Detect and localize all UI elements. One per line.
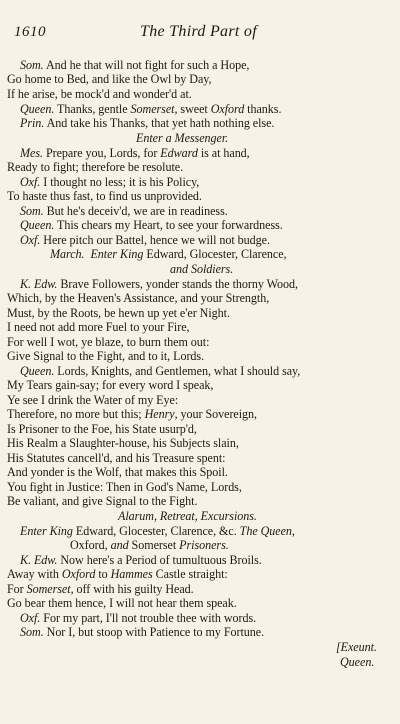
roman-text: But he's deceiv'd, we are in readiness. bbox=[43, 204, 228, 218]
text-line bbox=[20, 205, 228, 217]
text-line bbox=[70, 539, 229, 551]
text-line bbox=[7, 597, 237, 609]
text-line bbox=[20, 365, 300, 377]
italic-text: Queen. bbox=[340, 655, 375, 669]
italic-text: K. Edw. bbox=[20, 277, 58, 291]
italic-text: Henry bbox=[144, 407, 175, 421]
roman-text: Therefore, no more but this; bbox=[7, 407, 145, 421]
text-line bbox=[7, 307, 230, 319]
text-line bbox=[7, 495, 197, 507]
text-line bbox=[20, 103, 281, 115]
italic-text: Somerset bbox=[130, 102, 175, 116]
text-line bbox=[20, 59, 249, 71]
text-line bbox=[7, 408, 257, 420]
text-line bbox=[7, 88, 192, 100]
text-line bbox=[20, 525, 295, 537]
page-number: 1610 bbox=[14, 24, 46, 40]
roman-text: My Tears gain-say; for every word I speak, bbox=[7, 378, 214, 392]
text-line bbox=[7, 466, 228, 478]
text-line bbox=[7, 452, 226, 464]
text-line bbox=[20, 278, 298, 290]
roman-text: Which, by the Heaven's Assistance, and your Strength, bbox=[7, 291, 270, 305]
italic-text: Som. bbox=[20, 625, 44, 639]
text-line bbox=[7, 568, 228, 580]
italic-text: Prin. bbox=[20, 116, 45, 130]
roman-text: Ye see I drink the Water of my Eye: bbox=[7, 393, 179, 407]
roman-text: His Realm a Slaughter-house, his Subjects slain, bbox=[7, 436, 239, 450]
italic-text: Enter a Messenger. bbox=[136, 131, 229, 145]
text-line bbox=[7, 161, 183, 173]
text-line bbox=[20, 176, 199, 188]
roman-text: Now here's a Period of tumultuous Broils. bbox=[57, 553, 262, 567]
roman-text: Somerset bbox=[128, 538, 180, 552]
roman-text: This chears my Heart, to see your forwardness. bbox=[54, 218, 283, 232]
italic-text: Prisoners. bbox=[179, 538, 229, 552]
text-line bbox=[50, 248, 287, 260]
text-line bbox=[20, 219, 283, 231]
text-line bbox=[7, 73, 211, 85]
roman-text: is at hand, bbox=[197, 146, 250, 160]
roman-text: And yonder is the Wolf, that makes this Spoil. bbox=[7, 465, 228, 479]
roman-text: to bbox=[95, 567, 111, 581]
italic-text: Oxf. bbox=[20, 233, 41, 247]
italic-text: Alarum, Retreat, Excursions. bbox=[118, 509, 257, 523]
roman-text: Away with bbox=[7, 567, 62, 581]
roman-text: Lords, Knights, and Gentlemen, what I should say, bbox=[54, 364, 301, 378]
italic-text: Hammes bbox=[110, 567, 153, 581]
roman-text: Be valiant, and give Signal to the Fight. bbox=[7, 494, 198, 508]
italic-text: Queen. bbox=[20, 364, 55, 378]
roman-text: If he arise, be mock'd and wonder'd at. bbox=[7, 87, 192, 101]
text-line bbox=[7, 583, 194, 595]
italic-text: Somerset bbox=[26, 582, 71, 596]
italic-text: Enter King bbox=[20, 524, 73, 538]
italic-text: Edward bbox=[160, 146, 198, 160]
text-line bbox=[7, 350, 204, 362]
roman-text: For bbox=[7, 582, 27, 596]
roman-text: Give Signal to the Fight, and to it, Lords. bbox=[7, 349, 205, 363]
roman-text: His Statutes cancell'd, and his Treasure spent: bbox=[7, 451, 226, 465]
italic-text: [Exeunt. bbox=[336, 640, 377, 654]
roman-text: You fight in Justice: Then in God's Name, Lords, bbox=[7, 480, 242, 494]
text-line bbox=[170, 263, 233, 275]
italic-text: Oxf. bbox=[20, 611, 41, 625]
text-line bbox=[336, 641, 377, 653]
italic-text: and Soldiers. bbox=[170, 262, 234, 276]
roman-text: Edward, Glocester, Clarence, bbox=[143, 247, 287, 261]
text-line bbox=[20, 626, 264, 638]
text-line bbox=[7, 379, 213, 391]
text-line bbox=[118, 510, 257, 522]
roman-text: Prepare you, Lords, for bbox=[42, 146, 161, 160]
italic-text: and bbox=[110, 538, 129, 552]
page-header bbox=[10, 22, 390, 46]
text-line bbox=[7, 394, 178, 406]
text-line bbox=[20, 234, 270, 246]
roman-text: thanks. bbox=[244, 102, 282, 116]
roman-text: Oxford, bbox=[70, 538, 111, 552]
roman-text: Here pitch our Battel, hence we will not budge. bbox=[40, 233, 270, 247]
italic-text: Som. bbox=[20, 58, 44, 72]
roman-text: Edward, Glocester, Clarence, &c. bbox=[72, 524, 240, 538]
roman-text: Nor I, but stoop with Patience to my Fortune. bbox=[43, 625, 265, 639]
roman-text: I need not add more Fuel to your Fire, bbox=[7, 320, 190, 334]
roman-text: Castle straight: bbox=[152, 567, 228, 581]
roman-text: And he that will not fight for such a Hope, bbox=[43, 58, 250, 72]
roman-text: Brave Followers, yonder stands the thorny Wood, bbox=[57, 277, 298, 291]
text-line bbox=[7, 292, 269, 304]
italic-text: Oxford bbox=[61, 567, 96, 581]
roman-text: Go home to Bed, and like the Owl by Day, bbox=[7, 72, 212, 86]
text-line bbox=[20, 117, 274, 129]
text-line bbox=[20, 554, 262, 566]
text-line bbox=[7, 336, 209, 348]
italic-text: Oxf. bbox=[20, 175, 41, 189]
roman-text: And take his Thanks, that yet hath nothing else. bbox=[44, 116, 275, 130]
text-line bbox=[20, 147, 250, 159]
roman-text: Ready to fight; therefore be resolute. bbox=[7, 160, 184, 174]
roman-text: Is Prisoner to the Foe, his State usurp'd, bbox=[7, 422, 197, 436]
text-line bbox=[7, 190, 202, 202]
roman-text: Thanks, gentle bbox=[54, 102, 131, 116]
roman-text: To haste thus fast, to find us unprovided. bbox=[7, 189, 202, 203]
roman-text: Must, by the Roots, be hewn up yet e'er Night. bbox=[7, 306, 230, 320]
italic-text: The Queen, bbox=[239, 524, 295, 538]
italic-text: Oxford bbox=[210, 102, 245, 116]
roman-text: For well I wot, ye blaze, to burn them out: bbox=[7, 335, 210, 349]
italic-text: Som. bbox=[20, 204, 44, 218]
roman-text: , sweet bbox=[174, 102, 211, 116]
text-line bbox=[136, 132, 228, 144]
italic-text: K. Edw. bbox=[20, 553, 58, 567]
roman-text: For my part, I'll not trouble thee with words. bbox=[40, 611, 257, 625]
running-title: The Third Part of bbox=[140, 23, 257, 40]
italic-text: March. Enter King bbox=[50, 247, 144, 261]
italic-text: Mes. bbox=[20, 146, 43, 160]
text-line bbox=[7, 423, 197, 435]
text-line bbox=[340, 656, 374, 668]
roman-text: , your Sovereign, bbox=[174, 407, 258, 421]
italic-text: Queen. bbox=[20, 218, 55, 232]
text-line bbox=[7, 481, 242, 493]
text-line bbox=[7, 321, 190, 333]
text-line bbox=[7, 437, 239, 449]
text-line bbox=[20, 612, 256, 624]
roman-text: I thought no less; it is his Policy, bbox=[40, 175, 200, 189]
roman-text: , off with his guilty Head. bbox=[70, 582, 194, 596]
italic-text: Queen. bbox=[20, 102, 55, 116]
roman-text: Go bear them hence, I will not hear them speak. bbox=[7, 596, 237, 610]
